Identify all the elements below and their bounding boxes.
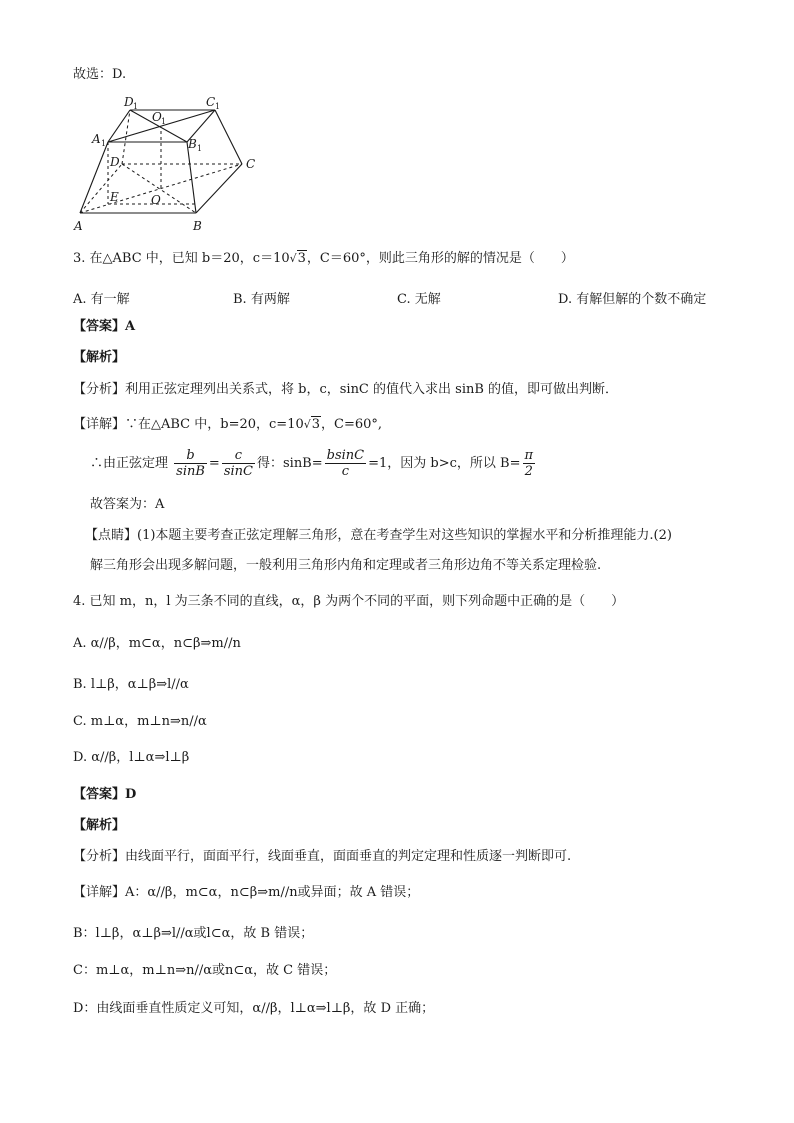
svg-text:1: 1: [133, 102, 139, 111]
q4-fenxi: 【分析】由线面平行，面面平行，线面垂直，面面垂直的判定定理和性质逐一判断即可.: [73, 849, 572, 864]
q3-dianjing-1: 【点睛】(1)本题主要考查正弦定理解三角形，意在考查学生对这些知识的掌握水平和分析推理能力.(2): [85, 528, 672, 543]
q3-answer: 【答案】A: [73, 319, 136, 334]
svg-text:1: 1: [215, 102, 221, 111]
label-D: D: [110, 155, 120, 169]
q3-final: 故答案为：A: [90, 497, 165, 512]
q4-detail-a: 【详解】A：α//β，m⊂α，n⊂β⇒m//n或异面；故 A 错误；: [73, 885, 420, 900]
q4-analysis-heading: 【解析】: [73, 818, 126, 833]
frustum-figure: [70, 92, 270, 237]
q3-fenxi: 【分析】利用正弦定理列出关系式，将 b，c，sinC 的值代入求出 sinB 的值，即可做出判断．: [73, 382, 619, 397]
q4-option-d: D. α//β，l⊥α⇒l⊥β: [73, 750, 190, 765]
q4-detail-c: C：m⊥α，m⊥n⇒n//α或n⊂α，故 C 错误；: [73, 963, 337, 978]
q3-option-a: A. 有一解: [73, 292, 130, 307]
label-B: B: [193, 219, 202, 233]
svg-text:1: 1: [101, 139, 107, 148]
q3-analysis-heading: 【解析】: [73, 350, 126, 365]
label-O1: O: [152, 110, 162, 124]
label-B1: B: [188, 137, 197, 151]
q4-answer: 【答案】D: [73, 787, 137, 802]
q3-derivation: ∴由正弦定理 $\frac{b}{\sin B}$ = $\frac{c}{\sin C}$ 得：sinB= $\frac{bsinC}{c}$ =1，因为 b>c，所以 B= $\frac{\pi}{2}$: [90, 448, 534, 479]
q3-option-d: D. 有解但解的个数不确定: [558, 292, 707, 307]
svg-text:1: 1: [161, 117, 167, 126]
q4-option-c: C. m⊥α，m⊥n⇒n//α: [73, 714, 207, 729]
previous-conclusion: 故选：D.: [73, 67, 127, 82]
q4-stem: 4. 已知 m，n，l 为三条不同的直线，α，β 为两个不同的平面，则下列命题中正确的是（ ）: [73, 594, 625, 609]
q3-stem: 3. 在△ABC 中，已知 b＝20，c＝10√3，C＝60°，则此三角形的解的情况是（ ）: [73, 251, 574, 266]
q3-option-b: B. 有两解: [233, 292, 290, 307]
label-A: A: [74, 219, 83, 233]
q4-detail-d: D：由线面垂直性质定义可知，α//β，l⊥α⇒l⊥β，故 D 正确；: [73, 1001, 435, 1016]
label-A1: A: [92, 132, 101, 146]
label-D1: D: [124, 95, 134, 109]
label-O: O: [151, 193, 161, 207]
label-C1: C: [206, 95, 216, 109]
q4-option-b: B. l⊥β，α⊥β⇒l//α: [73, 677, 189, 692]
q3-detail: 【详解】∵在△ABC 中，b=20，c=10√3，C=60°,: [73, 417, 383, 432]
q4-option-a: A. α//β，m⊂α，n⊂β⇒m//n: [73, 636, 241, 651]
label-C: C: [246, 157, 256, 171]
svg-text:1: 1: [197, 144, 203, 153]
q4-detail-b: B：l⊥β，α⊥β⇒l//α或l⊂α，故 B 错误；: [73, 926, 314, 941]
label-E: E: [110, 190, 119, 204]
q3-dianjing-2: 解三角形会出现多解问题，一般利用三角形内角和定理或者三角形边角不等关系定理检验.: [90, 558, 602, 573]
q3-option-c: C. 无解: [397, 292, 441, 307]
